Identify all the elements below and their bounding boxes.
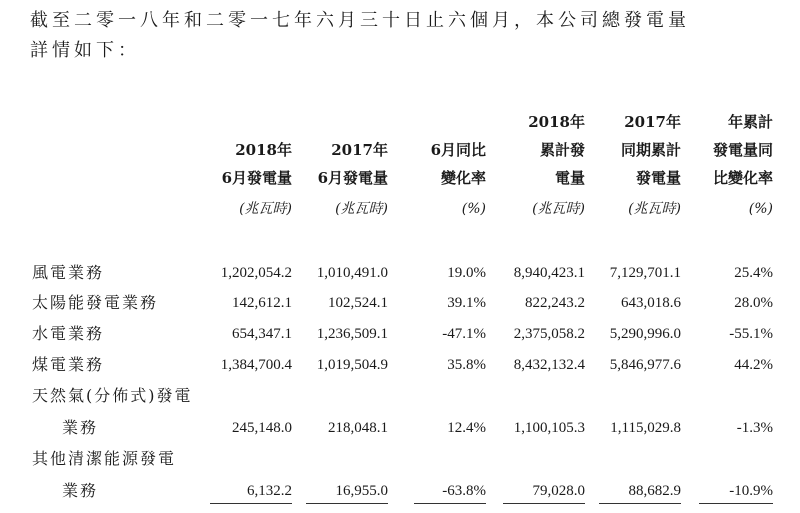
table-cell-r6-c5: 88,682.9 (628, 483, 681, 499)
intro-line-2: 詳情如下： (30, 40, 140, 61)
column-header-3-line-3: 變化率 (440, 169, 486, 187)
column-header-2-line-3: 6月發電量 (317, 169, 388, 187)
table-cell-r4-c3: 35.8% (447, 357, 486, 373)
table-cell-r2-c3: 39.1% (447, 295, 486, 311)
total-underline-1 (210, 503, 292, 504)
table-cell-r5-c2: 218,048.1 (328, 420, 388, 436)
column-header-6-line-1: 年累計 (727, 113, 773, 131)
total-underline-3 (414, 503, 486, 504)
table-cell-r4-c1: 1,384,700.4 (220, 357, 292, 373)
row-label-6-line-1: 其他清潔能源發電 (32, 449, 177, 468)
table-cell-r6-c6: -10.9% (729, 483, 773, 499)
table-cell-r2-c4: 822,243.2 (525, 295, 585, 311)
table-cell-r5-c5: 1,115,029.8 (610, 420, 681, 436)
column-unit-6: (%) (748, 201, 773, 217)
table-cell-r1-c5: 7,129,701.1 (609, 265, 681, 281)
table-cell-r6-c4: 79,028.0 (532, 483, 585, 499)
column-header-6-line-2: 發電量同 (712, 141, 773, 159)
column-header-5-line-3: 發電量 (635, 169, 681, 187)
row-label-1-line-1: 風電業務 (32, 263, 105, 282)
column-header-2-line-2: 2017年 (331, 141, 388, 159)
table-cell-r3-c2: 1,236,509.1 (316, 326, 388, 342)
table-cell-r3-c6: -55.1% (729, 326, 773, 342)
column-header-4-line-2: 累計發 (539, 141, 585, 159)
table-cell-r5-c4: 1,100,105.3 (513, 420, 585, 436)
table-cell-r2-c1: 142,612.1 (232, 295, 292, 311)
table-cell-r4-c4: 8,432,132.4 (513, 357, 585, 373)
table-cell-r2-c6: 28.0% (734, 295, 773, 311)
intro-paragraph (30, 6, 790, 66)
total-underline-6 (699, 503, 773, 504)
table-cell-r4-c6: 44.2% (734, 357, 773, 373)
table-cell-r6-c1: 6,132.2 (247, 483, 292, 499)
table-cell-r5-c6: -1.3% (736, 420, 773, 436)
table-cell-r3-c4: 2,375,058.2 (513, 326, 585, 342)
column-header-1-line-3: 6月發電量 (221, 169, 292, 187)
table-cell-r1-c4: 8,940,423.1 (513, 265, 585, 281)
column-header-3-line-2: 6月同比 (430, 141, 486, 159)
column-header-5-line-1: 2017年 (624, 113, 681, 131)
column-unit-1: (兆瓦時) (239, 201, 292, 217)
total-underline-4 (503, 503, 585, 504)
column-unit-3: (%) (461, 201, 486, 217)
intro-line-1: 截至二零一八年和二零一七年六月三十日止六個月，本公司總發電量 (30, 10, 690, 31)
table-cell-r5-c1: 245,148.0 (232, 420, 292, 436)
table-cell-r2-c2: 102,524.1 (328, 295, 388, 311)
table-cell-r3-c1: 654,347.1 (232, 326, 292, 342)
table-cell-r1-c6: 25.4% (734, 265, 773, 281)
table-cell-r1-c3: 19.0% (447, 265, 486, 281)
row-label-3-line-1: 水電業務 (32, 324, 105, 343)
row-label-4-line-1: 煤電業務 (32, 355, 105, 374)
column-header-5-line-2: 同期累計 (620, 141, 681, 159)
table-cell-r6-c2: 16,955.0 (335, 483, 388, 499)
table-cell-r4-c5: 5,846,977.6 (609, 357, 681, 373)
table-cell-r4-c2: 1,019,504.9 (316, 357, 388, 373)
total-underline-5 (599, 503, 681, 504)
table-cell-r5-c3: 12.4% (447, 420, 486, 436)
row-label-5-line-2: 業務 (62, 418, 99, 437)
column-unit-4: (兆瓦時) (532, 201, 585, 217)
row-label-2-line-1: 太陽能發電業務 (32, 293, 159, 312)
row-label-6-line-2: 業務 (62, 481, 99, 500)
table-cell-r3-c3: -47.1% (442, 326, 486, 342)
column-header-4-line-3: 電量 (554, 169, 585, 187)
total-underline-2 (306, 503, 388, 504)
column-unit-2: (兆瓦時) (335, 201, 388, 217)
column-header-1-line-2: 2018年 (235, 141, 292, 159)
table-cell-r1-c1: 1,202,054.2 (220, 265, 292, 281)
table-cell-r6-c3: -63.8% (442, 483, 486, 499)
column-unit-5: (兆瓦時) (628, 201, 681, 217)
column-header-6-line-3: 比變化率 (712, 169, 773, 187)
table-cell-r3-c5: 5,290,996.0 (609, 326, 681, 342)
row-label-5-line-1: 天然氣(分佈式)發電 (32, 386, 193, 405)
table-cell-r2-c5: 643,018.6 (621, 295, 681, 311)
column-header-4-line-1: 2018年 (528, 113, 585, 131)
table-cell-r1-c2: 1,010,491.0 (316, 265, 388, 281)
